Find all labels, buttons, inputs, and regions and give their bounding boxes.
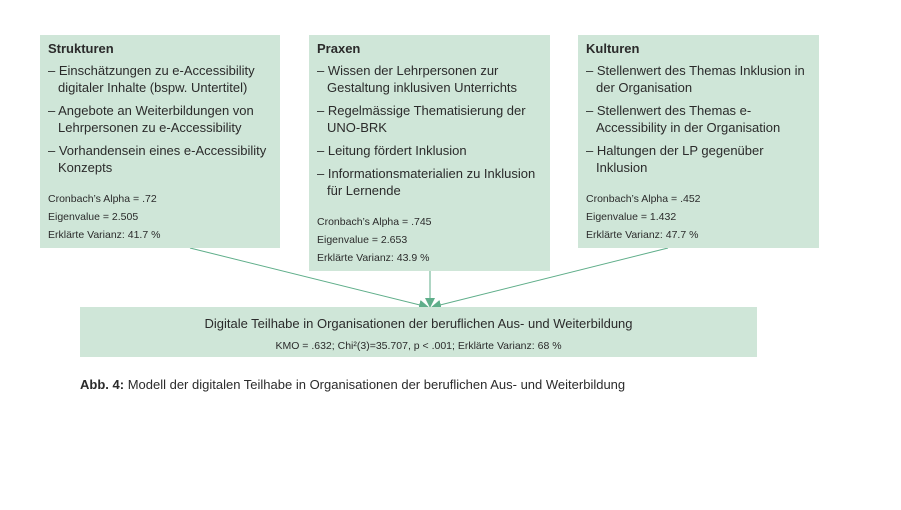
erklaerte-varianz: Erklärte Varianz: 43.9 % [317, 252, 430, 264]
target-stats: KMO = .632; Chi²(3)=35.707, p < .001; Erklärte Varianz: 68 % [275, 340, 562, 352]
eigenvalue: Eigenvalue = 2.505 [48, 211, 139, 223]
eigenvalue: Eigenvalue = 1.432 [586, 211, 677, 223]
box-praxen [309, 35, 550, 271]
box-item: – Informationsmaterialien zu Inklusion für Lernende [317, 165, 542, 199]
box-digitale-teilhabe [80, 307, 757, 357]
box-title: Strukturen [48, 41, 114, 56]
erklaerte-varianz: Erklärte Varianz: 41.7 % [48, 229, 161, 241]
erklaerte-varianz: Erklärte Varianz: 47.7 % [586, 229, 699, 241]
caption-text: Modell der digitalen Teilhabe in Organisationen der beruflichen Aus- und Weiterbildung [127, 377, 626, 392]
box-item: – Wissen der Lehrpersonen zur Gestaltung inklusiven Unterrichts [317, 62, 542, 96]
box-item: – Leitung fördert Inklusion [317, 142, 542, 159]
box-strukturen [40, 35, 280, 248]
cronbach-alpha: Cronbach’s Alpha = .452 [586, 193, 701, 205]
box-stats [586, 190, 811, 244]
cronbach-alpha: Cronbach’s Alpha = .745 [317, 216, 432, 228]
box-stats [48, 190, 272, 244]
eigenvalue: Eigenvalue = 2.653 [317, 234, 408, 246]
box-item: – Stellenwert des Themas e-Accessibility in der Organisation [586, 102, 811, 136]
cronbach-alpha: Cronbach’s Alpha = .72 [48, 193, 157, 205]
box-title: Kulturen [586, 41, 640, 56]
box-item: – Stellenwert des Themas Inklusion in der Organisation [586, 62, 811, 96]
box-item: – Vorhandensein eines e-Accessibility Konzepts [48, 142, 272, 176]
box-item: – Regelmässige Thematisierung der UNO-BRK [317, 102, 542, 136]
box-title: Praxen [317, 41, 361, 56]
box-item: – Haltungen der LP gegenüber Inklusion [586, 142, 811, 176]
caption-label: Abb. 4: [80, 377, 125, 392]
box-item: – Angebote an Weiterbildungen von Lehrpersonen zu e-Accessibility [48, 102, 272, 136]
target-title: Digitale Teilhabe in Organisationen der beruflichen Aus- und Weiterbildung [204, 316, 633, 331]
box-item: – Einschätzungen zu e-Accessibility digitaler Inhalte (bspw. Untertitel) [48, 62, 272, 96]
figure-caption [80, 377, 625, 392]
box-stats [317, 213, 542, 267]
box-kulturen [578, 35, 819, 248]
